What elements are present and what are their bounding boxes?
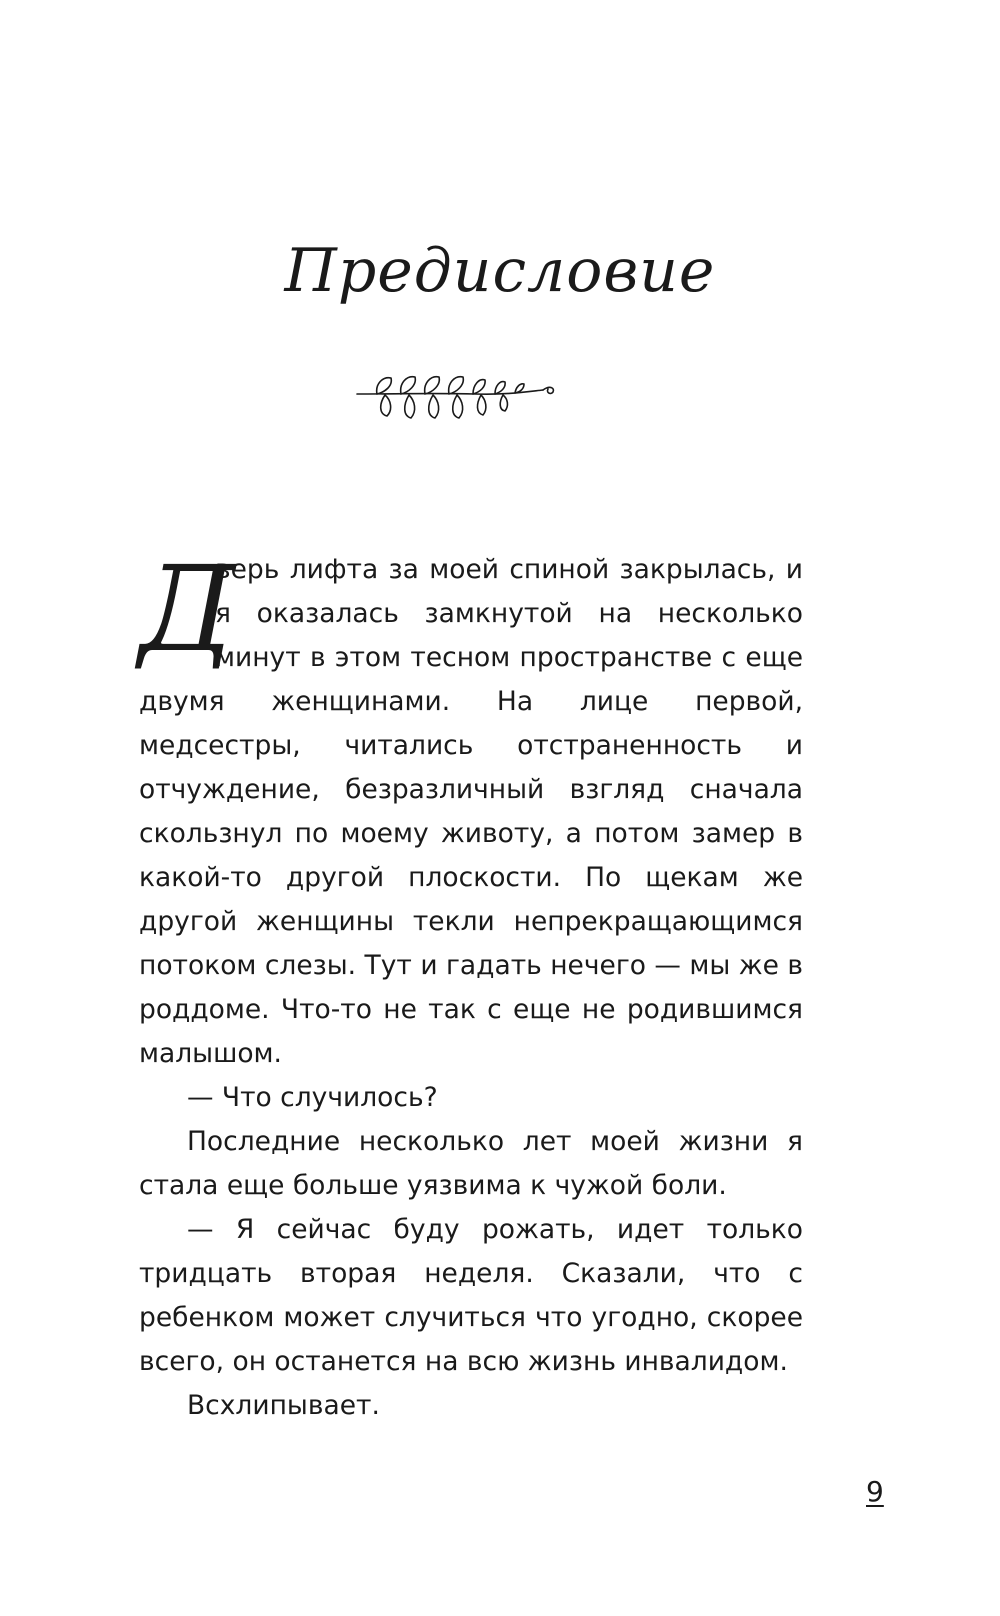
paragraph: Всхлипывает. <box>187 1390 380 1421</box>
leaf-branch-icon <box>355 370 585 440</box>
chapter-title: Предисловие <box>284 236 716 306</box>
paragraph: — Что случилось? <box>187 1082 438 1113</box>
drop-cap: Д <box>139 540 235 678</box>
paragraph: Последние несколько лет моей жизни я стала еще больше уязвима к чужой боли. <box>139 1126 803 1201</box>
paragraph: — Я сейчас буду рожать, идет только тридцать вторая неделя. Сказали, что с ребенком может случиться что угодно, скорее всего, он останется на всю жизнь инвалидом. <box>139 1214 803 1377</box>
first-paragraph: верь лифта за моей спиной закрылась, и я оказалась замкнутой на несколько минут в этом тесном пространстве с еще двумя женщинами. На лице первой, медсестры, читались отстраненность и отчуждение, безразличный взгляд сначала скользнул по моему животу, а потом замер в какой-то другой плоскости. По щекам же другой женщины текли непрекращающимся потоком слезы. Тут и гадать нечего — мы же в роддоме. Что-то не так с еще не родившимся малышом. <box>139 554 803 1069</box>
page-number: 9 <box>866 1475 884 1508</box>
body-text <box>139 540 803 1428</box>
